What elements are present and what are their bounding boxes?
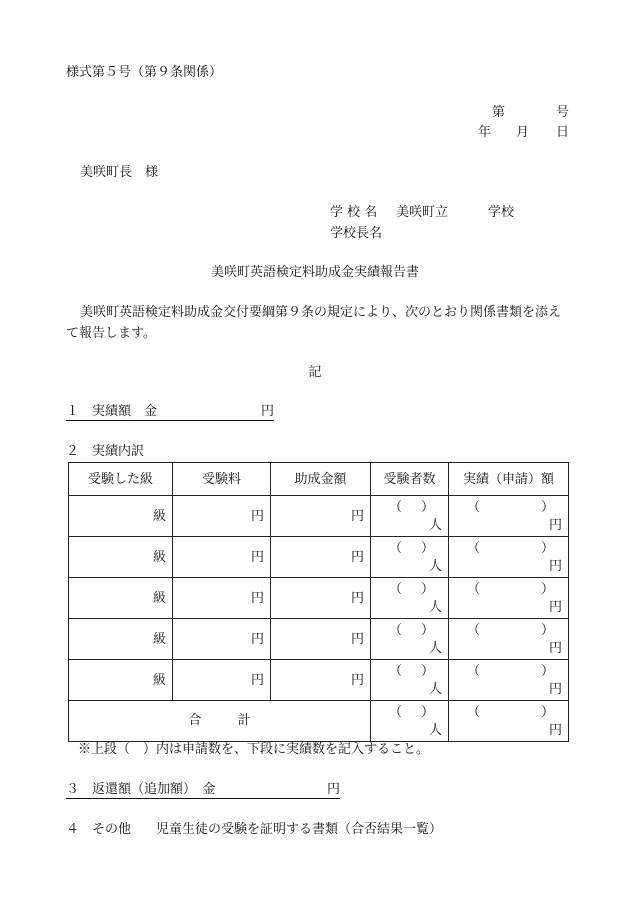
paren-open: （ [467, 623, 481, 638]
paren-close: ） [420, 541, 434, 556]
amount-unit: 円 [548, 600, 562, 615]
subsidy-unit: 円 [350, 591, 364, 606]
fee-cell[interactable] [173, 578, 271, 619]
grade-cell[interactable] [69, 660, 173, 701]
paren-close: ） [540, 500, 554, 515]
grade-cell[interactable] [69, 496, 173, 537]
subsidy-unit: 円 [350, 632, 364, 647]
paren-open: （ [467, 500, 481, 515]
paren-open: （ [389, 582, 403, 597]
fee-cell[interactable] [173, 496, 271, 537]
grade-cell[interactable] [69, 537, 173, 578]
total-amount-cell[interactable] [449, 701, 569, 742]
col-header-amount: 実績（申請）額 [449, 463, 569, 496]
item3-unit: 円 [326, 782, 340, 797]
paren-close: ） [540, 664, 554, 679]
table-row [69, 619, 569, 660]
count-unit: 人 [428, 682, 442, 697]
paren-open: （ [389, 500, 403, 515]
paren-close: ） [420, 623, 434, 638]
count-cell[interactable] [371, 578, 449, 619]
count-unit: 人 [428, 600, 442, 615]
grade-cell[interactable] [69, 578, 173, 619]
amount-unit: 円 [548, 559, 562, 574]
subsidy-unit: 円 [350, 509, 364, 524]
fee-cell[interactable] [173, 619, 271, 660]
item1-actual-amount [66, 405, 274, 421]
grade-unit: 級 [152, 509, 166, 524]
table-row [69, 660, 569, 701]
item3-label: ３ 返還額（追加額） 金 [66, 782, 216, 797]
amount-unit: 円 [548, 641, 562, 656]
paren-close: ） [420, 582, 434, 597]
paren-open: （ [467, 582, 481, 597]
table-total-row [69, 701, 569, 742]
paren-close: ） [540, 541, 554, 556]
count-cell[interactable] [371, 496, 449, 537]
form-number: 様式第５号（第９条関係） [66, 65, 223, 80]
total-label-a: 合 [188, 713, 202, 728]
addressee: 美咲町長 様 [80, 165, 159, 180]
fee-unit: 円 [250, 509, 264, 524]
doc-number-prefix: 第 [492, 105, 506, 120]
amount-unit: 円 [548, 518, 562, 533]
item2-label: ２ 実績内訳 [66, 444, 145, 459]
fee-cell[interactable] [173, 660, 271, 701]
subsidy-unit: 円 [350, 550, 364, 565]
amount-cell[interactable] [449, 660, 569, 701]
table-row [69, 537, 569, 578]
amount-cell[interactable] [449, 537, 569, 578]
table-row [69, 578, 569, 619]
date-day: 日 [556, 125, 570, 140]
total-count-cell[interactable] [371, 701, 449, 742]
grade-unit: 級 [152, 673, 166, 688]
principal-name-label: 学校長名 [330, 226, 383, 241]
body-text-line1: 美咲町英語検定料助成金交付要綱第９条の規定により、次のとおり関係書類を添え [80, 305, 562, 320]
fee-unit: 円 [250, 673, 264, 688]
count-cell[interactable] [371, 537, 449, 578]
subsidy-unit: 円 [350, 673, 364, 688]
paren-open: （ [467, 541, 481, 556]
paren-open: （ [467, 664, 481, 679]
fee-unit: 円 [250, 591, 264, 606]
grade-unit: 級 [152, 591, 166, 606]
item4-value: 児童生徒の受験を証明する書類（合否結果一覧） [156, 822, 443, 837]
count-unit: 人 [428, 559, 442, 574]
paren-close: ） [420, 500, 434, 515]
subsidy-cell[interactable] [271, 578, 371, 619]
paren-close: ） [420, 705, 434, 720]
count-unit: 人 [428, 641, 442, 656]
fee-unit: 円 [250, 632, 264, 647]
paren-open: （ [467, 705, 481, 720]
document-title: 美咲町英語検定料助成金実績報告書 [210, 265, 419, 280]
table-note: ※上段（ ）内は申請数を、下段に実績数を記入すること。 [78, 742, 430, 757]
date-month: 月 [516, 125, 530, 140]
grade-unit: 級 [152, 550, 166, 565]
subsidy-cell[interactable] [271, 537, 371, 578]
doc-number-suffix: 号 [556, 105, 570, 120]
paren-close: ） [540, 623, 554, 638]
school-name-prefix: 美咲町立 [396, 205, 449, 220]
item3-refund-amount [66, 783, 340, 799]
item4-label: ４ その他 [66, 822, 132, 837]
item1-unit: 円 [260, 404, 274, 419]
body-text-line2: て報告します。 [66, 326, 156, 341]
grade-unit: 級 [152, 632, 166, 647]
col-header-grade: 受験した級 [69, 463, 173, 496]
fee-unit: 円 [250, 550, 264, 565]
paren-open: （ [389, 623, 403, 638]
paren-close: ） [420, 664, 434, 679]
count-unit: 人 [428, 723, 442, 738]
amount-unit: 円 [548, 723, 562, 738]
col-header-fee: 受験料 [173, 463, 271, 496]
subsidy-cell[interactable] [271, 619, 371, 660]
paren-open: （ [389, 541, 403, 556]
school-name-suffix: 学校 [488, 205, 515, 220]
date-year: 年 [478, 125, 492, 140]
amount-cell[interactable] [449, 496, 569, 537]
item1-label: １ 実績額 金 [66, 404, 158, 419]
count-cell[interactable] [371, 619, 449, 660]
subsidy-cell[interactable] [271, 496, 371, 537]
col-header-count: 受験者数 [371, 463, 449, 496]
total-label-cell [69, 701, 371, 742]
amount-unit: 円 [548, 682, 562, 697]
count-cell[interactable] [371, 660, 449, 701]
total-label-b: 計 [237, 713, 251, 728]
school-name-label: 学 校 名 [330, 205, 378, 220]
fee-cell[interactable] [173, 537, 271, 578]
table-header-row [69, 463, 569, 496]
amount-cell[interactable] [449, 578, 569, 619]
paren-open: （ [389, 705, 403, 720]
subsidy-cell[interactable] [271, 660, 371, 701]
paren-close: ） [540, 705, 554, 720]
paren-close: ） [540, 582, 554, 597]
records-table [68, 462, 569, 742]
col-header-subsidy: 助成金額 [271, 463, 371, 496]
ki-heading: 記 [308, 365, 322, 380]
table-row [69, 496, 569, 537]
amount-cell[interactable] [449, 619, 569, 660]
grade-cell[interactable] [69, 619, 173, 660]
paren-open: （ [389, 664, 403, 679]
count-unit: 人 [428, 518, 442, 533]
